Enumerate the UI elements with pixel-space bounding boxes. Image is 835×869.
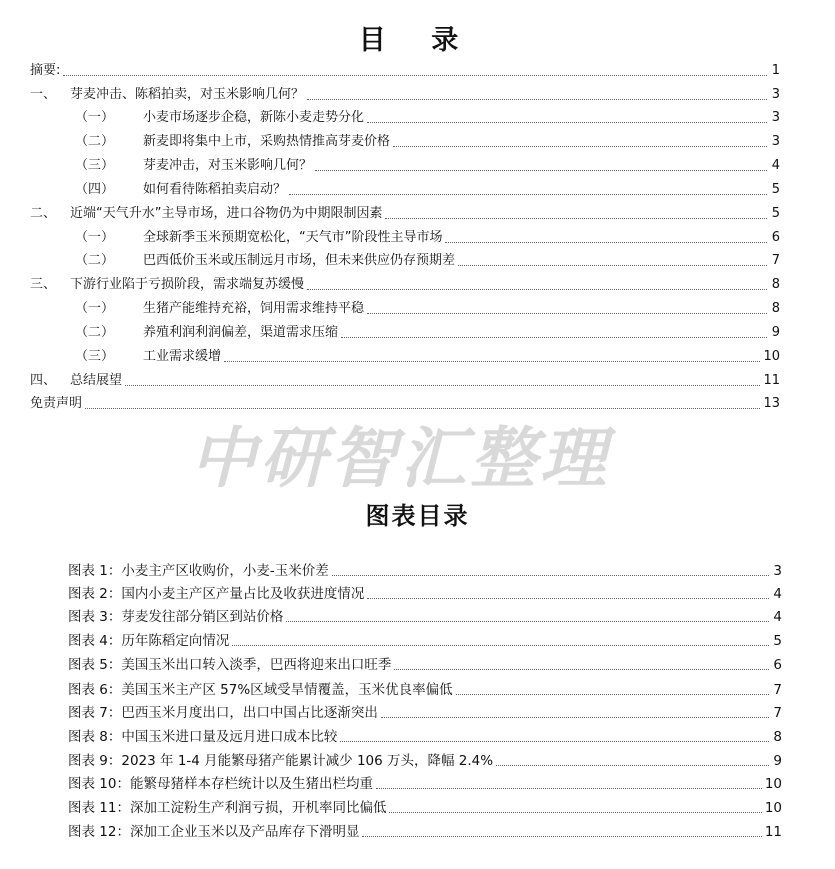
toc-entry-number: （一） — [75, 301, 115, 316]
toc-entry-subsection[interactable] — [30, 180, 780, 200]
figure-entry-label: 图表 6：美国玉米主产区 57%区域受旱情覆盖，玉米优良率偏低 — [68, 682, 453, 698]
leader-dots — [307, 98, 767, 100]
toc-entry-number: 一、 — [30, 87, 57, 102]
figure-entry[interactable] — [68, 655, 782, 675]
toc-entry-page: 13 — [763, 396, 780, 411]
toc-entry-number: 三、 — [30, 277, 57, 292]
leader-dots — [367, 597, 769, 599]
toc-entry-label: 免责声明 — [30, 396, 83, 411]
toc-entry-label: 芽麦冲击，对玉米影响几何？ — [143, 158, 313, 173]
figure-entry[interactable] — [68, 584, 782, 604]
toc-entry-page: 3 — [771, 134, 780, 149]
toc-entry-page: 8 — [771, 277, 780, 292]
leader-dots — [389, 811, 761, 813]
figure-entry-label: 图表 10：能繁母猪样本存栏统计以及生猪出栏均重 — [68, 776, 373, 792]
toc-entry-number: （一） — [75, 230, 115, 245]
toc-entry-label: 下游行业陷于亏损阶段，需求端复苏缓慢 — [70, 277, 305, 292]
toc-entry-subsection[interactable] — [30, 323, 780, 343]
figure-entry[interactable] — [68, 822, 782, 842]
figure-entry-label: 图表 1：小麦主产区收购价，小麦-玉米价差 — [68, 563, 329, 579]
leader-dots — [224, 360, 760, 362]
toc-entry-subsection[interactable] — [30, 228, 780, 248]
figure-entry-page: 4 — [773, 609, 782, 625]
toc-entry-label: 工业需求缓增 — [143, 349, 222, 364]
leader-dots — [286, 620, 769, 622]
figure-entry-page: 11 — [764, 824, 782, 840]
toc-entry-label: 总结展望 — [70, 373, 123, 388]
figure-entry[interactable] — [68, 727, 782, 747]
toc-entry-page: 10 — [763, 349, 780, 364]
toc-entry-label: 小麦市场逐步企稳，新陈小麦走势分化 — [143, 110, 365, 125]
toc-entry-section-4[interactable] — [30, 371, 780, 391]
leader-dots — [496, 764, 769, 766]
toc-entry-number: （四） — [75, 182, 115, 197]
toc-entry-subsection[interactable] — [30, 251, 780, 271]
leader-dots — [232, 644, 769, 646]
toc-entry-page: 1 — [771, 63, 780, 78]
leader-dots — [307, 288, 767, 290]
figure-entry-label: 图表 5：美国玉米出口转入淡季，巴西将迎来出口旺季 — [68, 657, 392, 673]
leader-dots — [376, 787, 762, 789]
toc-entry-page: 7 — [771, 253, 780, 268]
watermark: 中研智汇整理 — [190, 420, 610, 497]
figure-entry-label: 图表 9：2023 年 1-4 月能繁母猪产能累计减少 106 万头，降幅 2.4% — [68, 753, 494, 769]
figure-entry-page: 8 — [773, 729, 782, 745]
figure-entry-page: 4 — [773, 586, 782, 602]
figure-entry[interactable] — [68, 798, 782, 818]
figure-entry-page: 6 — [773, 657, 782, 673]
figure-entry[interactable] — [68, 631, 782, 651]
figure-entry-label: 图表 3：芽麦发往部分销区到站价格 — [68, 609, 284, 625]
toc-entry-section-2[interactable] — [30, 204, 780, 224]
toc-entry-subsection[interactable] — [30, 347, 780, 367]
toc-entry-subsection[interactable] — [30, 132, 780, 152]
toc-entry-label: 近端“天气升水”主导市场，进口谷物仍为中期限制因素 — [70, 206, 383, 221]
figure-entry-label: 图表 4：历年陈稻定向情况 — [68, 633, 230, 649]
toc-entry-number: （二） — [75, 253, 115, 268]
leader-dots — [367, 121, 767, 123]
figure-entry[interactable] — [68, 561, 782, 581]
figure-entry[interactable] — [68, 751, 782, 771]
toc-entry-number: （三） — [75, 349, 115, 364]
toc-entry-number: （二） — [75, 325, 115, 340]
figure-entry-page: 7 — [773, 705, 782, 721]
toc-entry-page: 5 — [771, 206, 780, 221]
leader-dots — [393, 145, 767, 147]
figure-entry-label: 图表 2：国内小麦主产区产量占比及收获进度情况 — [68, 586, 365, 602]
toc-entry-label: 全球新季玉米预期宽松化，“天气市”阶段性主导市场 — [143, 230, 443, 245]
toc-entry-number: 二、 — [30, 206, 57, 221]
leader-dots — [340, 740, 769, 742]
toc-entry-number: （一） — [75, 110, 115, 125]
toc-entry-number: （三） — [75, 158, 115, 173]
leader-dots — [445, 241, 767, 243]
figure-entry-page: 3 — [773, 563, 782, 579]
leader-dots — [458, 264, 767, 266]
toc-entry-page: 9 — [771, 325, 780, 340]
figure-entry[interactable] — [68, 703, 782, 723]
leader-dots — [332, 574, 769, 576]
toc-entry-label: 摘要: — [30, 63, 61, 78]
toc-entry-page: 4 — [771, 158, 780, 173]
figure-entry-page: 5 — [773, 633, 782, 649]
toc-entry-page: 11 — [763, 373, 780, 388]
figure-entry-page: 10 — [764, 776, 782, 792]
toc-entry-label: 如何看待陈稻拍卖启动？ — [143, 182, 287, 197]
toc-entry-subsection[interactable] — [30, 299, 780, 319]
toc-entry-subsection[interactable] — [30, 156, 780, 176]
toc-entry-label: 养殖利润利润偏差，渠道需求压缩 — [143, 325, 339, 340]
toc-entry-page: 3 — [771, 87, 780, 102]
leader-dots — [341, 336, 767, 338]
leader-dots — [456, 693, 769, 695]
figure-entry-page: 9 — [773, 753, 782, 769]
leader-dots — [289, 193, 767, 195]
toc-title: 目 录 — [358, 25, 477, 56]
figure-entry[interactable] — [68, 607, 782, 627]
toc-entry-section-1[interactable] — [30, 85, 780, 105]
figure-entry[interactable] — [68, 680, 782, 700]
leader-dots — [315, 169, 767, 171]
leader-dots — [362, 835, 761, 837]
toc-entry-label: 巴西低价玉米或压制远月市场，但未来供应仍存预期差 — [143, 253, 456, 268]
leader-dots — [367, 312, 767, 314]
figure-entry[interactable] — [68, 774, 782, 794]
leader-dots — [385, 217, 767, 219]
figure-entry-label: 图表 7：巴西玉米月度出口，出口中国占比逐渐突出 — [68, 705, 378, 721]
figures-title: 图表目录 — [365, 502, 470, 530]
leader-dots — [63, 74, 767, 76]
toc-entry-label: 芽麦冲击、陈稻拍卖，对玉米影响几何？ — [70, 87, 305, 102]
toc-entry-number: （二） — [75, 134, 115, 149]
toc-entry-section-3[interactable] — [30, 275, 780, 295]
figure-entry-label: 图表 12：深加工企业玉米以及产品库存下滑明显 — [68, 824, 360, 840]
figure-entry-label: 图表 8：中国玉米进口量及远月进口成本比较 — [68, 729, 338, 745]
leader-dots — [381, 716, 769, 718]
leader-dots — [125, 384, 760, 386]
toc-entry-abstract[interactable] — [30, 61, 780, 81]
toc-entry-number: 四、 — [30, 373, 57, 388]
figure-entry-page: 7 — [773, 682, 782, 698]
toc-entry-page: 6 — [771, 230, 780, 245]
toc-entry-label: 生猪产能维持充裕，饲用需求维持平稳 — [143, 301, 365, 316]
toc-entry-subsection[interactable] — [30, 108, 780, 128]
leader-dots — [394, 668, 769, 670]
figure-entry-label: 图表 11：深加工淀粉生产利润亏损，开机率同比偏低 — [68, 800, 387, 816]
toc-entry-page: 3 — [771, 110, 780, 125]
toc-entry-label: 新麦即将集中上市，采购热情推高芽麦价格 — [143, 134, 391, 149]
toc-entry-page: 5 — [771, 182, 780, 197]
toc-entry-page: 8 — [771, 301, 780, 316]
figure-entry-page: 10 — [764, 800, 782, 816]
